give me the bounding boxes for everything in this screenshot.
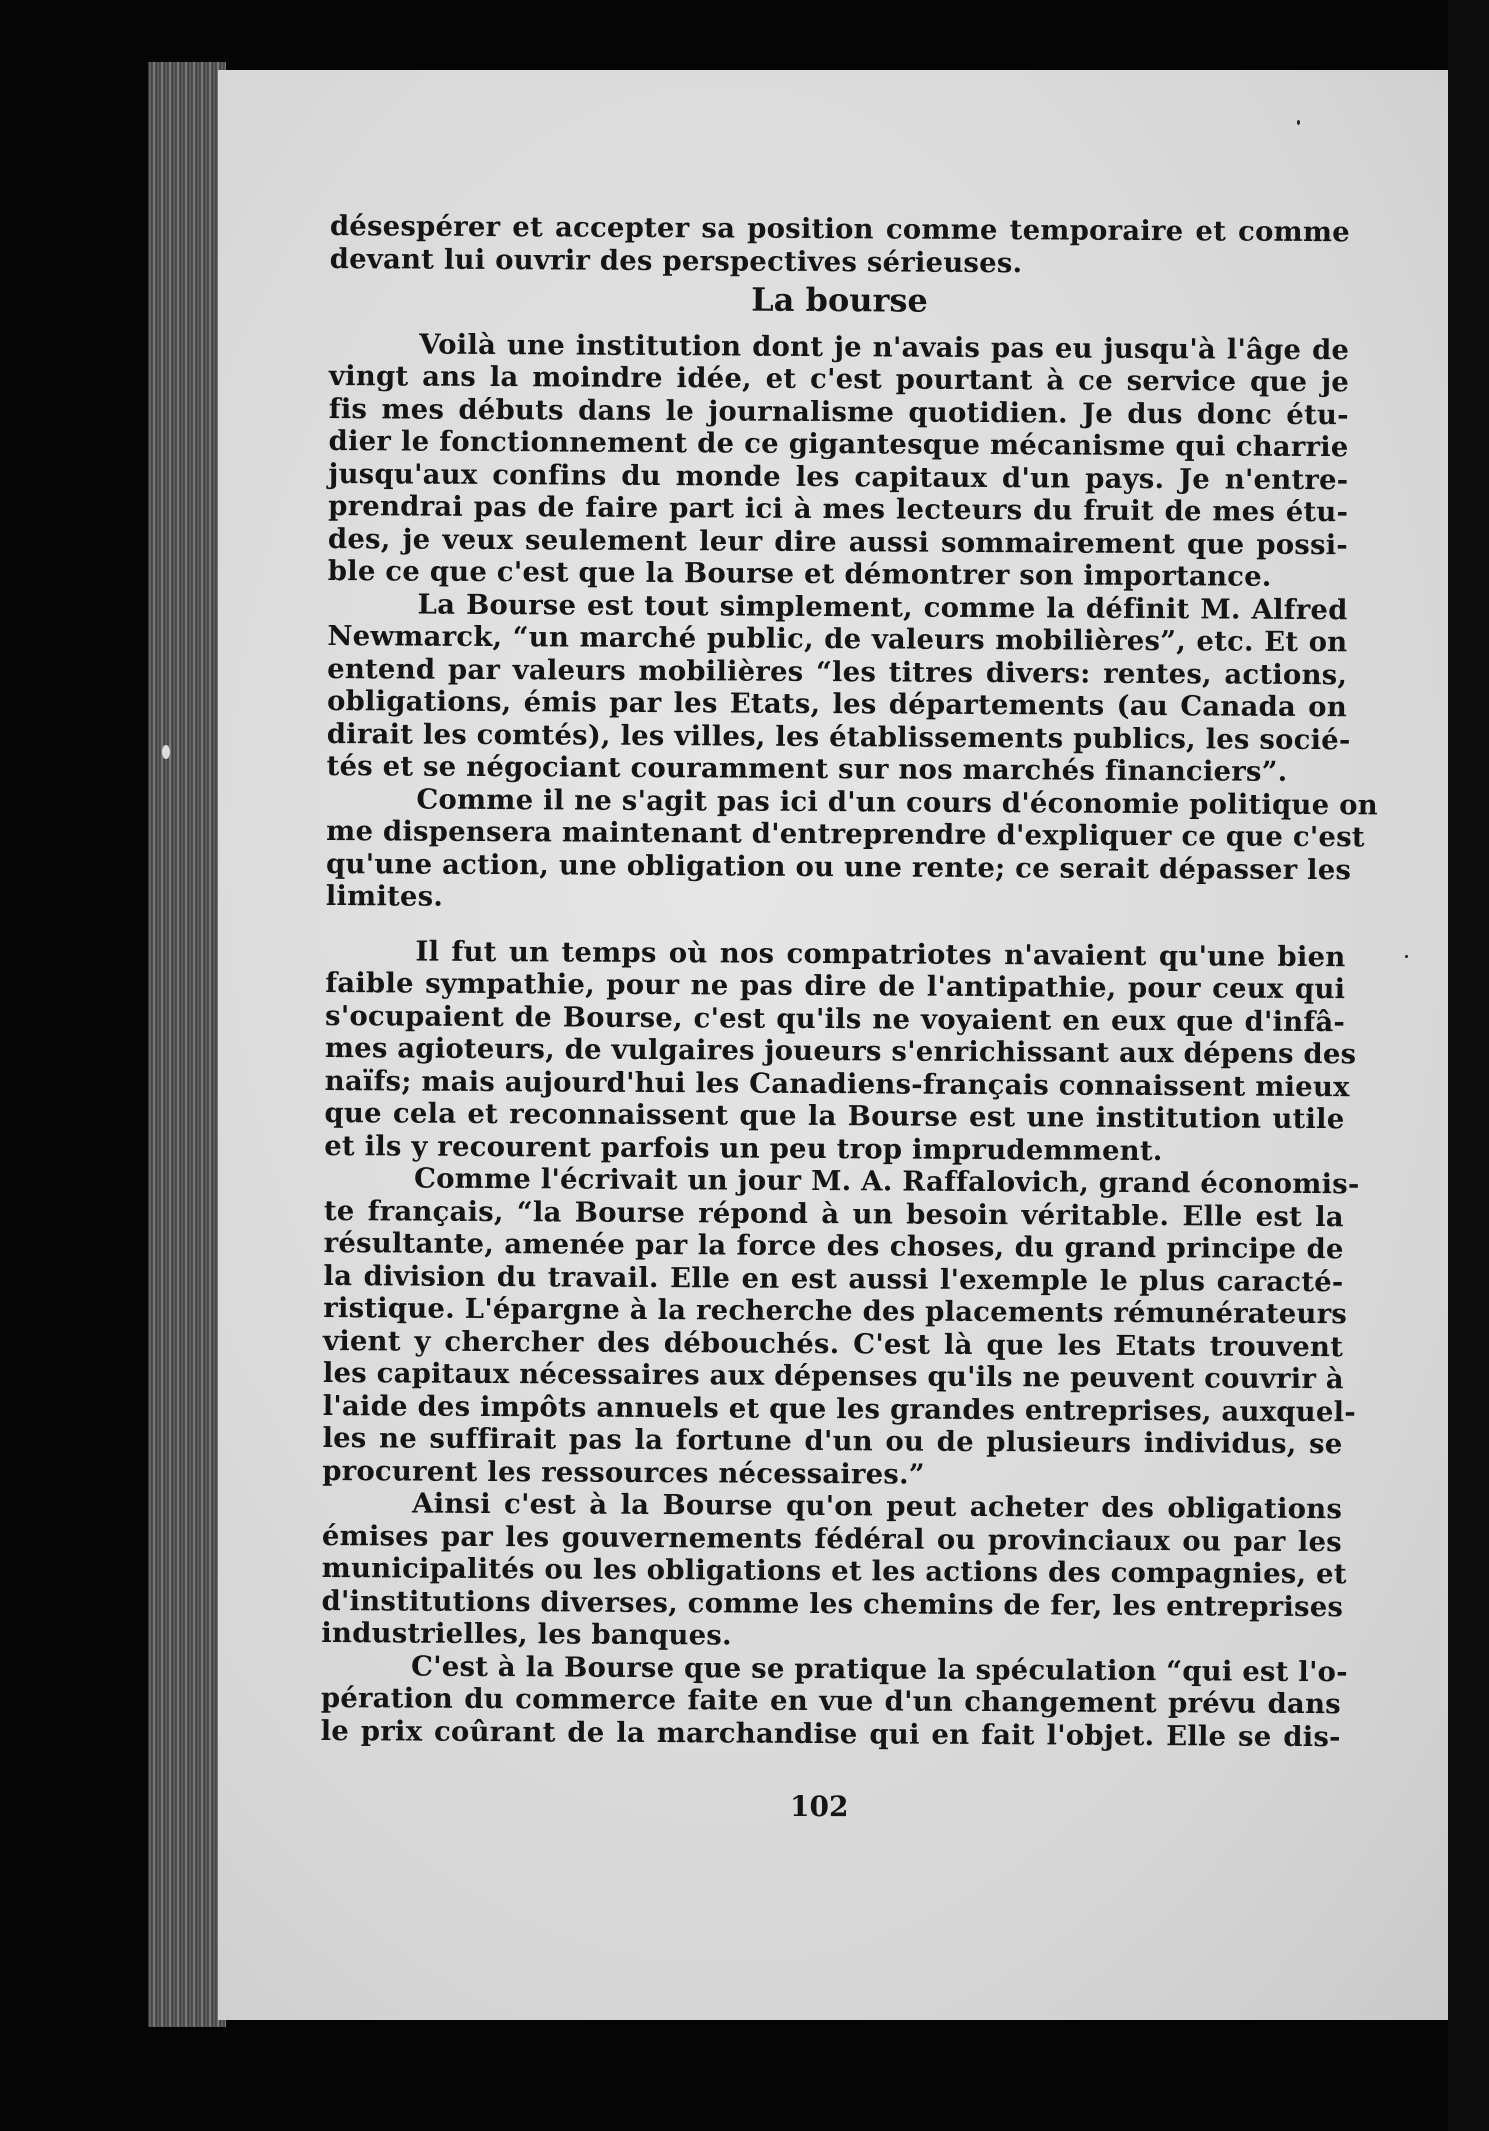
text-line: faible sympathie, pour ne pas dire de l'antipathie, pour ceux qui xyxy=(325,966,1346,1006)
text-line: vingt ans la moindre idée, et c'est pourtant à ce service que je xyxy=(328,359,1350,399)
text-line: procurent les ressources nécessaires.” xyxy=(322,1454,925,1491)
text-line: ble ce que c'est que la Bourse et démontrer son importance. xyxy=(327,554,1272,593)
page-edge xyxy=(148,62,226,2027)
body-paragraph xyxy=(324,934,1357,1168)
text-line: obligations, émis par les Etats, les départements (au Canada on xyxy=(326,684,1348,724)
text-line: les ne suffirait pas la fortune d'un ou de plusieurs individus, se xyxy=(322,1421,1343,1461)
text-line: Comme l'écrivait un jour M. A. Raffalovich, grand économis- xyxy=(413,1162,1360,1201)
text-line: Il fut un temps où nos compatriotes n'avaient qu'une bien xyxy=(415,935,1346,973)
text-line: mes agioteurs, de vulgaires joueurs s'enrichissant aux dépens des xyxy=(324,1031,1357,1071)
text-line: et ils y recourent parfois un peu trop imprudemment. xyxy=(324,1129,1163,1167)
page-number: 102 xyxy=(790,1790,849,1823)
text-line: dier le fonctionnement de ce gigantesque mécanisme qui charrie xyxy=(328,424,1349,464)
text-line: Comme il ne s'agit pas ici d'un cours d'économie politique on xyxy=(416,783,1378,821)
text-line: l'aide des impôts annuels et que les grandes entreprises, auxquel- xyxy=(322,1389,1356,1428)
text-line: entend par valeurs mobilières “les titres divers: rentes, actions, xyxy=(327,652,1348,691)
text-line: municipalités ou les obligations et les actions des compagnies, et xyxy=(321,1551,1347,1591)
right-margin-shadow xyxy=(1448,0,1489,2131)
text-line: me dispensera maintenant d'entreprendre d'expliquer ce que c'est xyxy=(326,814,1365,854)
text-line: émises par les gouvernements fédéral ou provinciaux ou par les xyxy=(321,1519,1342,1558)
text-line: naïfs; mais aujourd'hui les Canadiens-français connaissent mieux xyxy=(324,1064,1350,1103)
body-paragraph xyxy=(322,1162,1360,1493)
text-line: le prix coûrant de la marchandise qui en fait l'objet. Elle se dis- xyxy=(320,1714,1341,1753)
text-line: dirait les comtés), les villes, les établissements publics, les socié- xyxy=(326,717,1351,756)
text-line: devant lui ouvrir des perspectives sérieuses. xyxy=(329,242,1023,279)
body-paragraph xyxy=(328,327,1350,593)
body-paragraph xyxy=(320,1649,1348,1753)
text-line: te français, “la Bourse répond à un besoin véritable. Elle est la xyxy=(323,1194,1344,1233)
text-line: Newmarck, “un marché public, de valeurs mobilières”, etc. Et on xyxy=(327,619,1348,659)
text-line: limites. xyxy=(325,879,444,913)
body-paragraphs xyxy=(320,327,1378,1753)
text-line: tés et se négociant couramment sur nos marchés financiers”. xyxy=(326,749,1288,788)
body-paragraph xyxy=(326,587,1351,788)
text-line: ristique. L'épargne à la recherche des placements rémunérateurs xyxy=(323,1291,1348,1331)
text-line: prendrai pas de faire part ici à mes lecteurs du fruit de mes étu- xyxy=(328,489,1349,529)
text-line: les capitaux nécessaires aux dépenses qu'ils ne peuvent couvrir à xyxy=(322,1356,1344,1396)
page-text xyxy=(320,210,1378,1753)
section-heading: La bourse xyxy=(751,280,928,320)
text-line: d'institutions diverses, comme les chemins de fer, les entreprises xyxy=(321,1584,1344,1623)
text-line: industrielles, les banques. xyxy=(321,1616,732,1652)
text-line: la division du travail. Elle en est aussi l'exemple le plus caracté- xyxy=(323,1259,1344,1298)
text-line: vient y chercher des débouchés. C'est là que les Etats trouvent xyxy=(322,1324,1344,1363)
text-line: La Bourse est tout simplement, comme la définit M. Alfred xyxy=(417,588,1348,626)
text-line: jusqu'aux confins du monde les capitaux d'un pays. Je n'entre- xyxy=(328,457,1349,496)
body-paragraph xyxy=(321,1487,1347,1656)
text-line: Voilà une institution dont je n'avais pas eu jusqu'à l'âge de xyxy=(419,328,1350,366)
speck xyxy=(1405,955,1408,958)
text-line: résultante, amenée par la force des choses, du grand principe de xyxy=(323,1226,1344,1266)
text-line: désespérer et accepter sa position comme temporaire et comme xyxy=(329,210,1350,249)
intro-paragraph xyxy=(330,210,1350,281)
text-line: que cela et reconnaissent que la Bourse est une institution utile xyxy=(324,1096,1345,1136)
speck xyxy=(1297,120,1300,125)
text-line: s'ocupaient de Bourse, c'est qu'ils ne voyaient en eux que d'infâ- xyxy=(324,999,1346,1038)
text-line: fis mes débuts dans le journalisme quotidien. Je dus donc étu- xyxy=(328,392,1349,431)
text-line: C'est à la Bourse que se pratique la spéculation “qui est l'o- xyxy=(411,1650,1348,1688)
body-paragraph xyxy=(325,782,1378,918)
text-line: pération du commerce faite en vue d'un changement prévu dans xyxy=(320,1681,1341,1721)
text-line: qu'une action, une obligation ou une rente; ce serait dépasser les xyxy=(325,847,1352,886)
text-line: des, je veux seulement leur dire aussi sommairement que possi- xyxy=(327,522,1349,561)
speck xyxy=(162,745,170,759)
text-line: Ainsi c'est à la Bourse qu'on peut acheter des obligations xyxy=(412,1487,1343,1526)
